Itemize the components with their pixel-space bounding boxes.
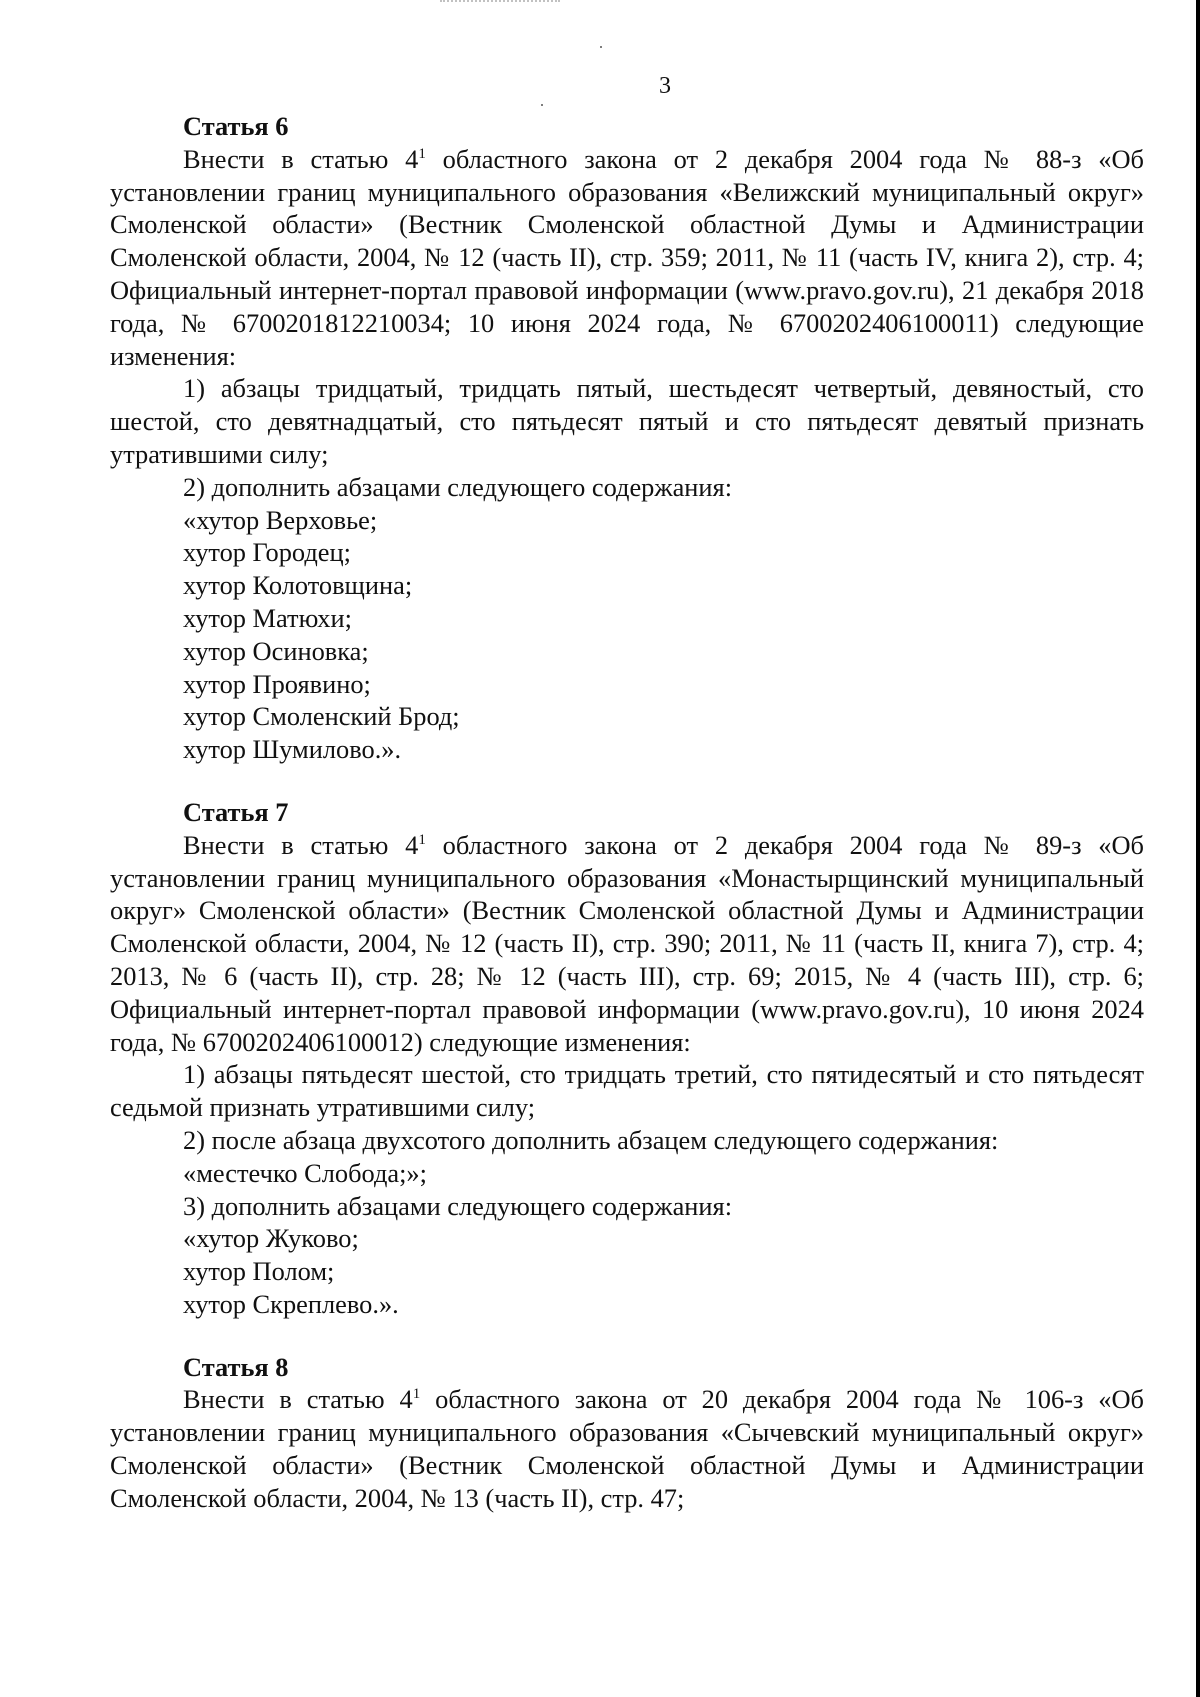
superscript: 1 xyxy=(418,831,426,848)
list-item: хутор Полом; xyxy=(183,1256,335,1287)
article-intro xyxy=(110,1383,1144,1514)
article-intro xyxy=(110,829,1144,1059)
list-item: «хутор Верховье; xyxy=(183,504,378,535)
intro-text: Внести в статью 4 xyxy=(183,1384,413,1415)
list-item: хутор Проявино; xyxy=(183,668,371,699)
article-heading: Статья 8 xyxy=(183,1351,289,1382)
article-heading: Статья 7 xyxy=(183,796,289,827)
list-item: хутор Скреплево.». xyxy=(183,1288,399,1319)
list-item: хутор Шумилово.». xyxy=(183,734,402,765)
scan-noise xyxy=(440,0,560,12)
scan-dot xyxy=(541,104,543,106)
article-6 xyxy=(110,110,1144,766)
article-point: 1) абзацы пятьдесят шестой, сто тридцать третий, сто пятидесятый и сто пятьдесят седьмой признать утратившими силу; xyxy=(110,1059,1144,1123)
article-intro xyxy=(110,143,1144,373)
intro-text: областного закона от 2 декабря 2004 года № 89-з «Об установлении границ муниципального образования «Монастырщинский муниципальный округ» Смоленской области» (Вестник Смоленской областной Думы и Администрации Смоленской области, 2004, № 12 (часть II), стр. 390; 2011, № 11 (часть II, книга 7), стр. 4; 2013, № 6 (часть II), стр. 28; № 12 (часть III), стр. 69; 2015, № 4 (часть III), стр. 6; Официальный интернет-портал правовой информации (www.pravo.gov.ru), 10 июня 2024 года, № 6700202406100012) следующие изменения: xyxy=(110,829,1144,1057)
intro-text: Внести в статью 4 xyxy=(183,143,419,174)
list-item: хутор Осиновка; xyxy=(183,635,369,666)
page-number: 3 xyxy=(659,73,671,99)
document-body xyxy=(110,110,1144,1515)
article-8 xyxy=(110,1351,1144,1515)
list-item: хутор Матюхи; xyxy=(183,602,352,633)
intro-text: областного закона от 20 декабря 2004 года № 106-з «Об установлении границ муниципального образования «Сычевский муниципальный округ» Смоленской области» (Вестник Смоленской областной Думы и Администрации Смоленской области, 2004, № 13 (часть II), стр. 47; xyxy=(110,1384,1144,1513)
list-item: «местечко Слобода;»; xyxy=(183,1157,427,1188)
intro-text: Внести в статью 4 xyxy=(183,829,419,860)
superscript: 1 xyxy=(418,145,426,162)
superscript: 1 xyxy=(412,1386,421,1403)
list-item: хутор Колотовщина; xyxy=(183,570,413,601)
intro-text: областного закона от 2 декабря 2004 года № 88-з «Об установлении границ муниципального образования «Велижский муниципальный округ» Смоленской области» (Вестник Смоленской областной Думы и Администрации Смоленской области, 2004, № 12 (часть II), стр. 359; 2011, № 11 (часть IV, книга 2), стр. 4; Официальный интернет-портал правовой информации (www.pravo.gov.ru), 21 декабря 2018 года, № 6700201812210034; 10 июня 2024 года, № 6700202406100011) следующие изменения: xyxy=(110,143,1144,371)
list-item: «хутор Жуково; xyxy=(183,1223,359,1254)
article-point: 2) дополнить абзацами следующего содержания: xyxy=(183,471,733,502)
scan-edge xyxy=(1196,0,1200,1697)
article-point: 2) после абзаца двухсотого дополнить абзацем следующего содержания: xyxy=(183,1124,999,1155)
scan-dot xyxy=(600,46,602,48)
article-point: 1) абзацы тридцатый, тридцать пятый, шестьдесят четвертый, девяностый, сто шестой, сто девятнадцатый, сто пятьдесят пятый и сто пятьдесят девятый признать утратившими силу; xyxy=(110,373,1144,469)
list-item: хутор Городец; xyxy=(183,537,351,568)
article-7 xyxy=(110,796,1144,1321)
article-point: 3) дополнить абзацами следующего содержания: xyxy=(183,1190,733,1221)
list-item: хутор Смоленский Брод; xyxy=(183,701,460,732)
article-heading: Статья 6 xyxy=(183,111,289,141)
